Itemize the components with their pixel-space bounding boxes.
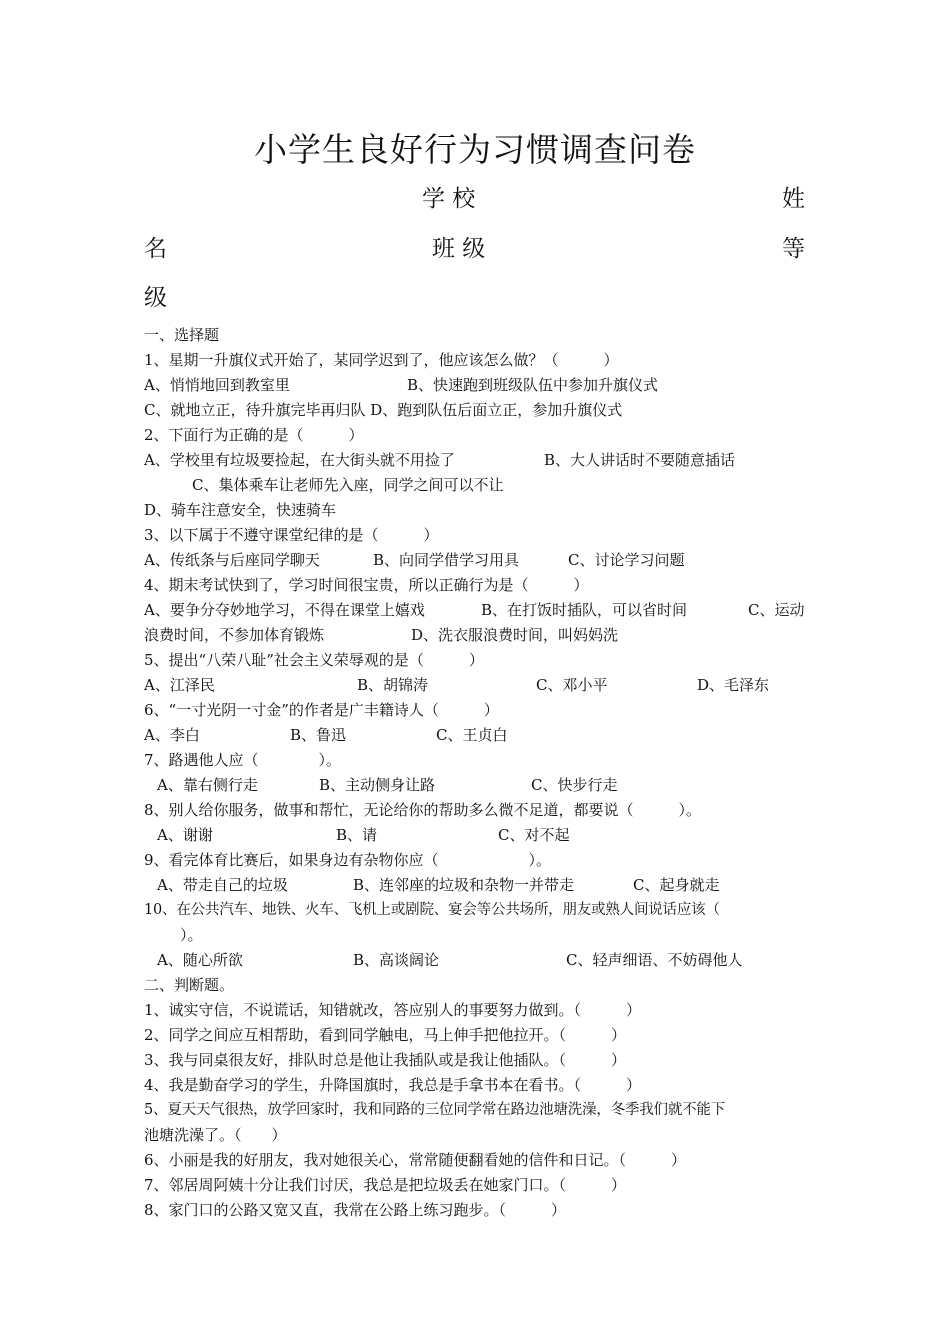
answer-option: D、洗衣服浪费时间，叫妈妈洗 bbox=[411, 626, 619, 644]
question-line-continued: ）。 bbox=[180, 926, 203, 944]
page-title: 小学生良好行为习惯调查问卷 bbox=[254, 130, 696, 169]
grade-field-label-part1: 等 bbox=[782, 236, 805, 262]
answer-option: D、骑车注意安全，快速骑车 bbox=[144, 501, 337, 519]
answer-option: C、王贞白 bbox=[436, 726, 508, 744]
statement-line: 8、家门口的公路又宽又直，我常在公路上练习跑步。（ ） bbox=[144, 1201, 567, 1219]
answer-option: B、主动侧身让路 bbox=[319, 776, 436, 794]
answer-option: A、带走自己的垃圾 bbox=[157, 876, 288, 894]
statement-line: 3、我与同桌很友好，排队时总是他让我插队或是我让他插队。（ ） bbox=[144, 1051, 627, 1069]
statement-line: 6、小丽是我的好朋友，我对她很关心，常常随便翻看她的信件和日记。（ ） bbox=[144, 1151, 687, 1169]
statement-line-continued: 池塘洗澡了。（ ） bbox=[144, 1126, 287, 1144]
question-line: 2、下面行为正确的是（ ） bbox=[144, 426, 364, 444]
question-line: 3、以下属于不遵守课堂纪律的是（ ） bbox=[144, 526, 439, 544]
statement-line: 4、我是勤奋学习的学生，升降国旗时，我总是手拿书本在看书。（ ） bbox=[144, 1076, 642, 1094]
answer-option: B、向同学借学习用具 bbox=[373, 551, 520, 569]
statement-line: 2、同学之间应互相帮助，看到同学触电，马上伸手把他拉开。（ ） bbox=[144, 1026, 627, 1044]
question-line: 9、看完体育比赛后，如果身边有杂物你应（ ）。 bbox=[144, 851, 552, 869]
answer-option: C、对不起 bbox=[498, 826, 570, 844]
answer-option: C、邓小平 bbox=[536, 676, 608, 694]
question-line: 10、在公共汽车、地铁、火车、飞机上或剧院、宴会等公共场所，朋友或熟人间说话应该（ bbox=[144, 902, 720, 918]
grade-field-label-part2: 级 bbox=[144, 285, 167, 311]
answer-option: A、李白 bbox=[144, 726, 200, 744]
answer-option: A、传纸条与后座同学聊天 bbox=[144, 551, 320, 569]
answer-option: C、就地立正，待升旗完毕再归队 D、跑到队伍后面立正，参加升旗仪式 bbox=[144, 401, 623, 419]
answer-option: C、起身就走 bbox=[633, 876, 720, 894]
answer-option: C、集体乘车让老师先入座，同学之间可以不让 bbox=[192, 476, 504, 494]
answer-option: D、毛泽东 bbox=[697, 676, 770, 694]
question-line: 4、期末考试快到了，学习时间很宝贵，所以正确行为是（ ） bbox=[144, 576, 589, 594]
answer-option: A、要争分夺妙地学习，不得在课堂上嬉戏 bbox=[144, 601, 425, 619]
question-line: 1、星期一升旗仪式开始了，某同学迟到了，他应该怎么做？（ ） bbox=[144, 351, 619, 369]
section-heading-judgment: 二、判断题。 bbox=[144, 976, 235, 994]
answer-option: C、快步行走 bbox=[531, 776, 618, 794]
answer-option: A、随心所欲 bbox=[157, 951, 243, 969]
statement-line: 1、诚实守信，不说谎话，知错就改，答应别人的事要努力做到。（ ） bbox=[144, 1001, 642, 1019]
question-line: 7、路遇他人应（ ）。 bbox=[144, 751, 342, 769]
answer-option: B、大人讲话时不要随意插话 bbox=[544, 451, 736, 469]
class-field-label: 班 级 bbox=[432, 236, 486, 262]
answer-option: A、江泽民 bbox=[144, 676, 215, 694]
answer-option: A、学校里有垃圾要捡起，在大街头就不用捡了 bbox=[144, 451, 455, 469]
answer-option: B、连邻座的垃圾和杂物一并带走 bbox=[353, 876, 575, 894]
answer-option: A、谢谢 bbox=[157, 826, 213, 844]
statement-line: 7、邻居周阿姨十分让我们讨厌，我总是把垃圾丢在她家门口。（ ） bbox=[144, 1176, 627, 1194]
answer-option: C、轻声细语、不妨碍他人 bbox=[566, 951, 743, 969]
answer-option: C、讨论学习问题 bbox=[568, 551, 685, 569]
answer-option: 浪费时间，不参加体育锻炼 bbox=[144, 626, 325, 644]
name-field-label-part2: 名 bbox=[144, 236, 167, 262]
answer-option: B、快速跑到班级队伍中参加升旗仪式 bbox=[407, 376, 659, 394]
answer-option: B、高谈阔论 bbox=[353, 951, 440, 969]
name-field-label-part1: 姓 bbox=[782, 186, 805, 212]
answer-option: C、运动 bbox=[748, 601, 805, 619]
statement-line: 5、夏天天气很热，放学回家时，我和同路的三位同学常在路边池塘洗澡，冬季我们就不能下 bbox=[144, 1102, 726, 1118]
answer-option: B、在打饭时插队，可以省时间 bbox=[481, 601, 688, 619]
school-field-label: 学 校 bbox=[422, 186, 476, 212]
question-line: 8、别人给你服务，做事和帮忙，无论给你的帮助多么微不足道，都要说（ ）。 bbox=[144, 801, 702, 819]
question-line: 6、“一寸光阴一寸金”的作者是广丰籍诗人（ ） bbox=[144, 701, 499, 719]
section-heading-choice: 一、选择题 bbox=[144, 326, 220, 344]
answer-option: A、靠右侧行走 bbox=[157, 776, 258, 794]
answer-option: A、悄悄地回到教室里 bbox=[144, 376, 290, 394]
answer-option: B、胡锦涛 bbox=[357, 676, 429, 694]
answer-option: B、鲁迅 bbox=[290, 726, 347, 744]
answer-option: B、请 bbox=[336, 826, 378, 844]
question-line: 5、提出“八荣八耻”社会主义荣辱观的是（ ） bbox=[144, 651, 484, 669]
